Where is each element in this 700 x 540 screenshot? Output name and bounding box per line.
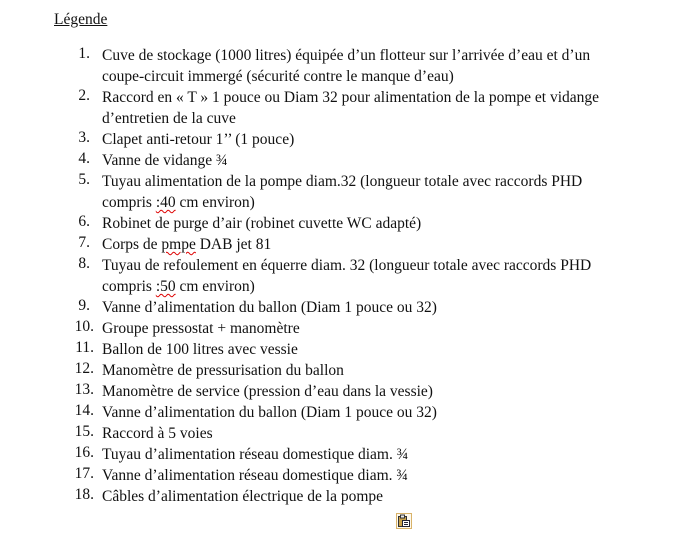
text-segment: Cuve de stockage (1000 litres) équipée d’un flotteur sur l’arrivée d’eau et d’un (102, 47, 591, 64)
item-text-line (102, 444, 660, 465)
item-number: 14. (74, 402, 94, 419)
spelling-error: :40 (155, 194, 176, 211)
item-text-line (102, 465, 660, 486)
text-segment: Raccord en « T » 1 pouce ou Diam 32 pour alimentation de la pompe et vidange (102, 89, 600, 106)
legend-item (60, 465, 660, 486)
item-text-line (102, 381, 660, 402)
text-segment: Robinet de purge d’air (robinet cuvette WC adapté) (102, 215, 422, 232)
item-text-line (102, 297, 660, 318)
legend-item (60, 402, 660, 423)
legend-item (60, 297, 660, 318)
legend-title: Légende (54, 11, 108, 28)
item-text-line (102, 87, 660, 108)
item-text-line (102, 486, 660, 507)
item-text-line (102, 423, 660, 444)
item-text-line (102, 402, 660, 423)
item-text-line (102, 318, 660, 339)
text-segment: Tuyau d’alimentation réseau domestique diam. ¾ (102, 446, 409, 463)
item-text-line (102, 150, 660, 171)
legend-item (60, 318, 660, 339)
text-segment: Tuyau alimentation de la pompe diam.32 (longueur totale avec raccords PHD (102, 173, 583, 190)
item-number: 18. (74, 486, 94, 503)
item-number: 1. (78, 45, 90, 62)
legend-item (60, 45, 660, 87)
item-text-line (102, 234, 660, 255)
text-segment: coupe-circuit immergé (sécurité contre le manque d’eau) (102, 68, 454, 85)
legend-item (60, 234, 660, 255)
text-segment: cm environ) (175, 278, 255, 295)
item-number: 10. (74, 318, 94, 335)
item-text-line (102, 339, 660, 360)
item-text-line (102, 192, 660, 213)
legend-item (60, 255, 660, 297)
legend-item (60, 486, 660, 507)
text-segment: Corps de (102, 236, 162, 253)
item-text-line (102, 108, 660, 129)
item-text-line (102, 45, 660, 66)
item-number: 17. (74, 465, 94, 482)
item-number: 5. (78, 171, 90, 188)
text-segment: Vanne d’alimentation réseau domestique diam. ¾ (102, 467, 409, 484)
item-number: 4. (78, 150, 90, 167)
item-text-line (102, 129, 660, 150)
item-text-line (102, 255, 660, 276)
item-number: 6. (78, 213, 90, 230)
legend-item (60, 444, 660, 465)
text-segment: Vanne d’alimentation du ballon (Diam 1 pouce ou 32) (102, 404, 437, 421)
legend-list (60, 45, 660, 507)
text-segment: DAB jet 81 (195, 236, 272, 253)
item-text-line (102, 171, 660, 192)
item-number: 7. (78, 234, 90, 251)
item-text-line (102, 66, 660, 87)
item-number: 13. (74, 381, 94, 398)
text-segment: Ballon de 100 litres avec vessie (102, 341, 298, 358)
text-segment: Vanne d’alimentation du ballon (Diam 1 pouce ou 32) (102, 299, 437, 316)
clipboard-icon (397, 514, 411, 528)
legend-item (60, 87, 660, 129)
text-segment: d’entretien de la cuve (102, 110, 236, 127)
text-segment: Manomètre de pressurisation du ballon (102, 362, 344, 379)
text-segment: compris (102, 194, 156, 211)
legend-item (60, 423, 660, 444)
item-number: 11. (75, 339, 94, 356)
text-segment: Groupe pressostat + manomètre (102, 320, 300, 337)
legend-item (60, 150, 660, 171)
item-number: 9. (78, 297, 90, 314)
legend-item (60, 339, 660, 360)
item-number: 2. (78, 87, 90, 104)
item-text-line (102, 360, 660, 381)
text-segment: Manomètre de service (pression d’eau dans la vessie) (102, 383, 433, 400)
text-segment: Câbles d’alimentation électrique de la pompe (102, 488, 384, 505)
item-number: 3. (78, 129, 90, 146)
text-segment: Raccord à 5 voies (102, 425, 213, 442)
spelling-error: pmpe (161, 236, 196, 253)
text-segment: Tuyau de refoulement en équerre diam. 32 (longueur totale avec raccords PHD (102, 257, 592, 274)
text-segment: compris (102, 278, 156, 295)
item-text-line (102, 276, 660, 297)
item-text-line (102, 213, 660, 234)
text-segment: Vanne de vidange ¾ (102, 152, 228, 169)
item-number: 8. (78, 255, 90, 272)
legend-item (60, 171, 660, 213)
item-number: 15. (74, 423, 94, 440)
legend-item (60, 360, 660, 381)
legend-item (60, 213, 660, 234)
item-number: 12. (74, 360, 94, 377)
paste-options-button[interactable] (396, 513, 412, 529)
legend-item (60, 129, 660, 150)
spelling-error: :50 (155, 278, 176, 295)
legend-item (60, 381, 660, 402)
item-number: 16. (74, 444, 94, 461)
text-segment: cm environ) (175, 194, 255, 211)
text-segment: Clapet anti-retour 1’’ (1 pouce) (102, 131, 295, 148)
